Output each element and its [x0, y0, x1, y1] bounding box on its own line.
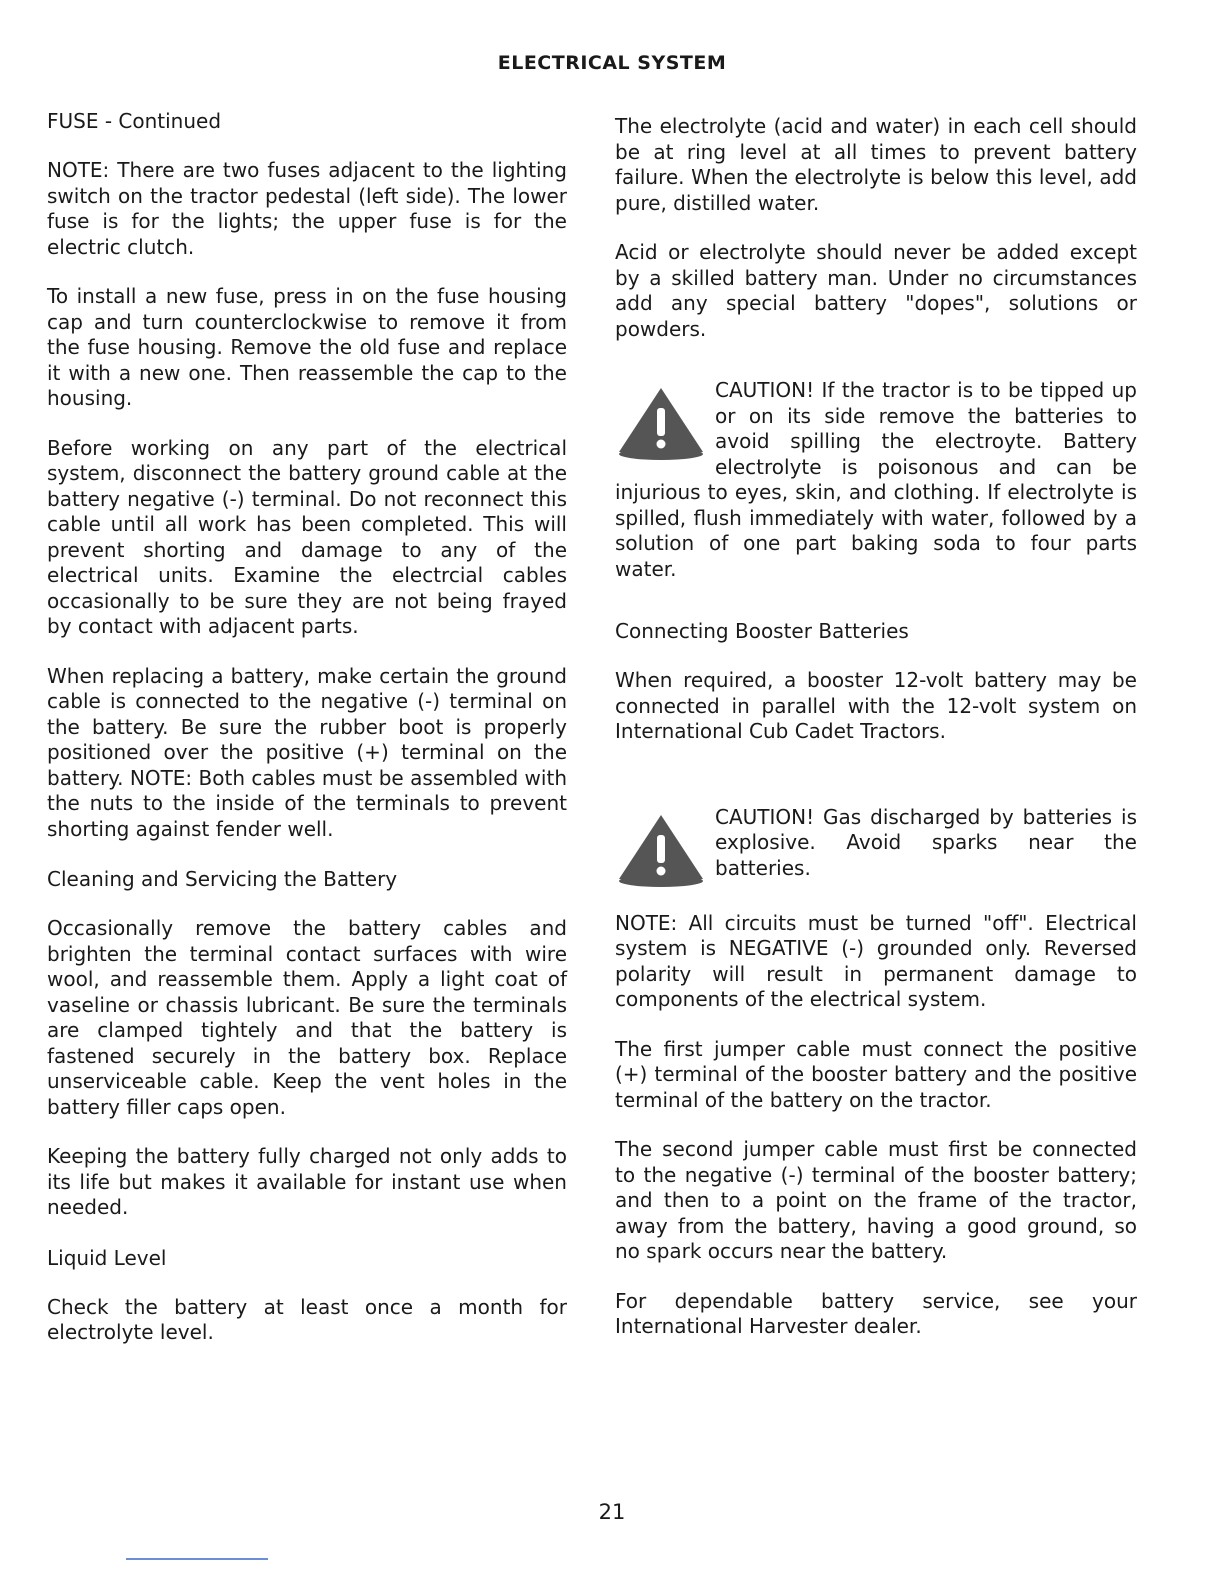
check-battery-paragraph: Check the battery at least once a month for electrolyte level.: [47, 1294, 567, 1344]
dealer-service-paragraph: For dependable battery service, see your International Harvester dealer.: [615, 1288, 1137, 1338]
charged-battery-paragraph: Keeping the battery fully charged not only adds to its life but makes it available for instant use when needed.: [47, 1144, 567, 1219]
acid-warning-paragraph: Acid or electrolyte should never be added except by a skilled battery man. Under no circumstances add any special battery "dopes", solutions or powders.: [615, 240, 1137, 341]
caution-gas-block: [615, 805, 1137, 891]
replacing-battery-paragraph: When replacing a battery, make certain the ground cable is connected to the negative (-) terminal on the battery. Be sure the rubber boot is properly positioned over the positive (+) terminal on the battery. NOTE: Both cables must be assembled with the nuts to the inside of the terminals to prevent shorting against fender well.: [47, 663, 567, 841]
fuse-continued-heading: FUSE - Continued: [47, 109, 222, 133]
liquid-level-heading: Liquid Level: [47, 1245, 167, 1270]
cleaning-paragraph: Occasionally remove the battery cables and brighten the terminal contact surfaces with wire wool, and reassemble them. Apply a light coat of vaseline or chassis lubricant. Be sure the terminals are clamped tightely and that the battery is fastened securely in the battery box. Replace unserviceable cable. Keep the vent holes in the battery filler caps open.: [47, 916, 567, 1119]
electrolyte-level-paragraph: The electrolyte (acid and water) in each cell should be at ring level at all times to prevent battery failure. When the electrolyte is below this level, add pure, distilled water.: [615, 114, 1137, 215]
first-jumper-paragraph: The first jumper cable must connect the positive (+) terminal of the booster battery and the positive terminal of the battery on the tractor.: [615, 1036, 1137, 1112]
right-column: [615, 114, 1137, 1340]
warning-triangle-icon: [615, 384, 707, 462]
negative-ground-note: NOTE: All circuits must be turned "off". Electrical system is NEGATIVE (-) grounded only. Reversed polarity will result in permanent damage to components of the electrical system.: [615, 910, 1137, 1011]
booster-paragraph: When required, a booster 12-volt battery may be connected in parallel with the 12-volt system on International Cub Cadet Tractors.: [615, 668, 1137, 743]
second-jumper-paragraph: The second jumper cable must first be connected to the negative (-) terminal of the booster battery; and then to a point on the frame of the tractor, away from the battery, having a good ground, so no spark occurs near the battery.: [615, 1137, 1137, 1263]
booster-batteries-heading: Connecting Booster Batteries: [615, 619, 909, 643]
scan-artifact-line: [126, 1558, 268, 1560]
caution-tipping-text: CAUTION! If the tractor is to be tipped up or on its side remove the batteries to avoid spilling the electroyte. Battery electrolyte is poisonous and can be injurious to eyes, skin, and clothing. If electrolyte is spilled, flush immediately with water, followed by a solution of one part baking soda to four parts water.: [615, 378, 1137, 581]
caution-gas-text: CAUTION! Gas discharged by batteries is explosive. Avoid sparks near the batteries.: [715, 804, 1137, 880]
caution-tipping-block: [615, 378, 1137, 582]
page-number: 21: [598, 1500, 626, 1524]
electrical-work-paragraph: Before working on any part of the electrical system, disconnect the battery ground cable at the battery negative (-) terminal. Do not reconnect this cable until all work has been completed. This will prevent shorting and damage to any of the electrical units. Examine the electrcial cables occasionally to be sure they are not being frayed by contact with adjacent parts.: [47, 435, 567, 638]
fuse-note-paragraph: NOTE: There are two fuses adjacent to the lighting switch on the tractor pedestal (left side). The lower fuse is for the lights; the upper fuse is for the electric clutch.: [47, 158, 567, 259]
install-fuse-paragraph: To install a new fuse, press in on the fuse housing cap and turn counterclockwise to remove it from the fuse housing. Remove the old fuse and replace it with a new one. Then reassemble the cap to the housing.: [47, 284, 567, 410]
cleaning-servicing-heading: Cleaning and Servicing the Battery: [47, 867, 398, 891]
page-title: ELECTRICAL SYSTEM: [497, 52, 727, 74]
warning-triangle-icon: [615, 811, 707, 889]
left-column: [47, 108, 567, 1346]
